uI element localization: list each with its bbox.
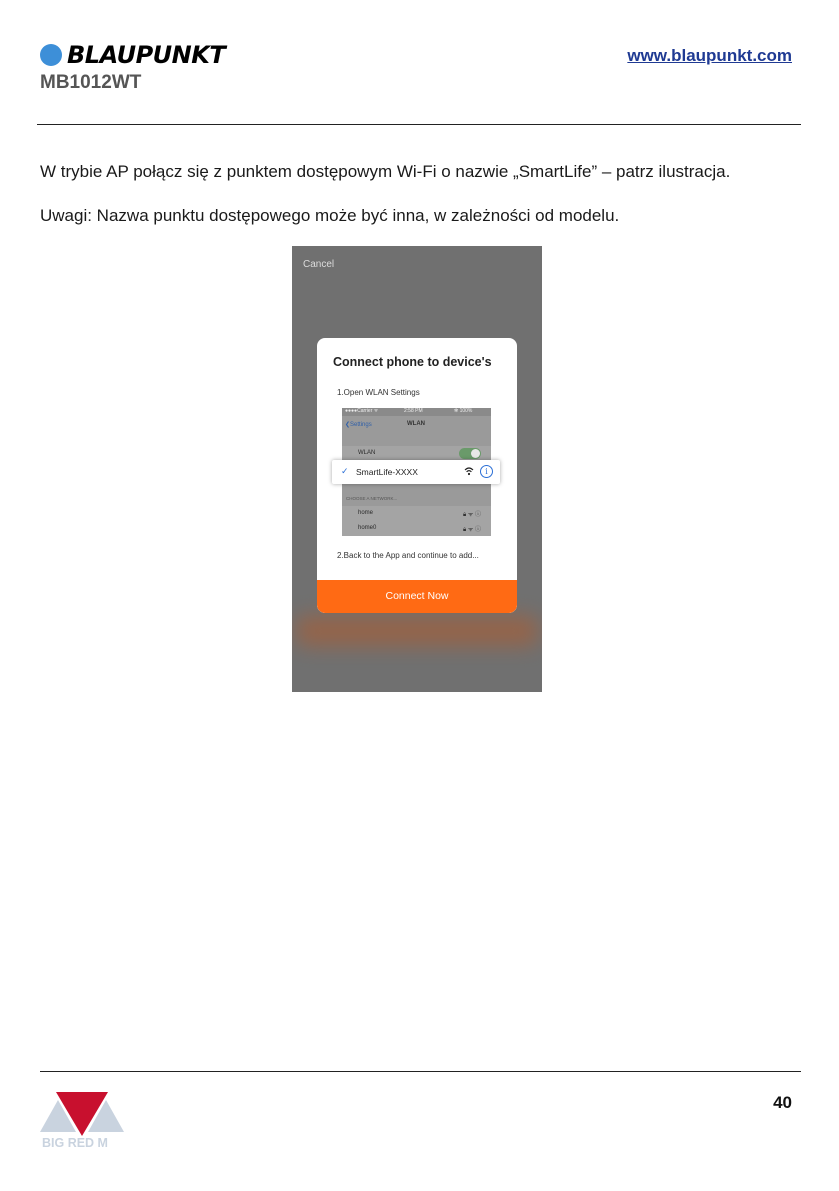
brand-logo: [40, 41, 225, 69]
wifi-icon: [464, 466, 474, 476]
dialog-title: Connect phone to device's: [333, 355, 492, 369]
network-name: home: [358, 510, 374, 516]
connect-dialog: [317, 338, 517, 613]
website-link[interactable]: www.blaupunkt.com: [627, 46, 792, 65]
mini-nav-bar: [342, 416, 491, 434]
network-name: home0: [358, 525, 377, 531]
brand-dot-icon: [40, 44, 62, 66]
network-row: [342, 506, 491, 521]
lock-wifi-info-icons: 🔒︎ ᯤ ⓘ: [462, 512, 481, 518]
step-2-text: 2.Back to the App and continue to add...: [337, 551, 479, 560]
brand-name: BLAUPUNKT: [67, 41, 226, 69]
footer-divider: [40, 1071, 801, 1072]
connect-now-button[interactable]: Connect Now: [317, 580, 517, 613]
choose-network-label: CHOOSE A NETWORK...: [346, 496, 398, 501]
logo-text: BIG RED M: [42, 1136, 108, 1150]
note-paragraph: Uwagi: Nazwa punktu dostępowego może być inna, w zależności od modelu.: [40, 206, 620, 225]
status-time: 2:58 PM: [404, 408, 423, 414]
model-number: MB1012WT: [40, 72, 142, 93]
lock-wifi-info-icons: 🔒︎ ᯤ ⓘ: [462, 527, 481, 533]
status-battery: ✻ 100%: [454, 408, 473, 414]
step-1-text: 1.Open WLAN Settings: [337, 388, 420, 397]
check-icon: ✓: [341, 466, 349, 476]
cancel-button[interactable]: Cancel: [303, 259, 335, 270]
wlan-label: WLAN: [358, 450, 376, 456]
phone-screenshot: [292, 246, 542, 692]
selected-network-card: [332, 460, 500, 484]
instruction-paragraph: W trybie AP połącz się z punktem dostępowym Wi-Fi o nazwie „SmartLife” – patrz ilustracja.: [40, 162, 731, 181]
network-row: [342, 521, 491, 536]
settings-back-link: ❮Settings: [345, 422, 372, 428]
status-carrier: ●●●●Carrier ᯤ: [345, 408, 379, 414]
wlan-toggle: [459, 448, 481, 459]
page-number: 40: [773, 1093, 792, 1112]
selected-network-name: SmartLife-XXXX: [356, 467, 418, 477]
info-icon: i: [480, 465, 493, 478]
status-bar: [342, 408, 491, 416]
header-divider: [37, 124, 801, 125]
big-red-m-logo: [40, 1090, 124, 1150]
wlan-toggle-row: [342, 446, 491, 461]
mini-title: WLAN: [407, 421, 425, 427]
button-glow: [296, 616, 538, 646]
